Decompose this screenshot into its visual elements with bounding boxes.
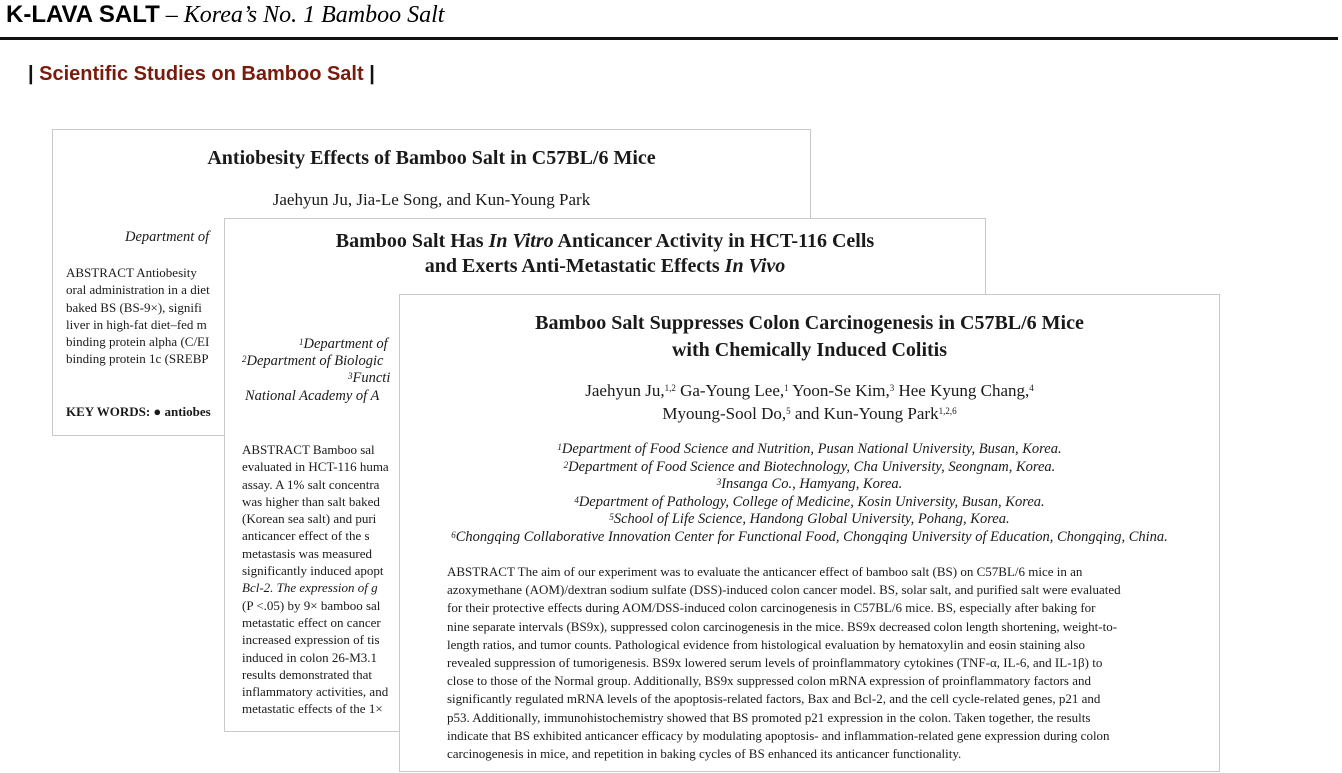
affiliation-sup: 3 — [348, 371, 353, 381]
title-italic: In Vivo — [724, 255, 786, 277]
paper-affiliation — [242, 353, 383, 371]
paper-abstract — [66, 264, 210, 368]
abstract-line: Bcl-2. The expression of g — [242, 580, 378, 596]
author: Ga-Young Lee,$^1$ — [675, 381, 789, 400]
abstract-line: significantly induced apopt — [242, 563, 384, 579]
affiliation: $^1$Department of Food Science and Nutrition, Pusan National University, Busan, Korea. — [557, 441, 1062, 457]
abstract-line: binding protein 1c (SREBP — [66, 351, 209, 367]
affiliation-text: National Academy of A — [245, 388, 380, 404]
abstract-line: binding protein alpha (C/EI — [66, 334, 210, 350]
affiliation-sup: 1 — [299, 337, 304, 347]
abstract-line: results demonstrated that — [242, 666, 372, 682]
abstract-line: ABSTRACT Bamboo sal — [242, 442, 375, 457]
abstract-line: inflammatory activities, and — [242, 684, 389, 700]
paper-affiliation — [299, 336, 388, 354]
paper-title: Antiobesity Effects of Bamboo Salt in C57BL/6 Mice — [207, 147, 656, 169]
brand-dash: – — [159, 2, 184, 28]
affiliation: $^5$School of Life Science, Handong Global University, Pohang, Korea. — [609, 511, 1010, 527]
brand-tagline: Korea’s No. 1 Bamboo Salt — [183, 2, 445, 28]
title-text: Bamboo Salt Has — [335, 230, 489, 252]
paper-abstract — [242, 441, 389, 718]
author: Yoon-Se Kim,$^3$ — [788, 381, 895, 400]
author: Jaehyun Ju,$^{1,2}$ — [585, 381, 676, 400]
abstract-line: ABSTRACT Antiobesity — [66, 265, 197, 280]
paper-authors: Jaehyun Ju, Jia-Le Song, and Kun-Young Park — [272, 190, 591, 209]
abstract-line: was higher than salt baked — [242, 493, 380, 509]
paper-affiliations — [400, 441, 1219, 546]
affiliation-text: Functi — [352, 370, 391, 386]
title-text: Anticancer Activity in HCT-116 Cells — [553, 230, 875, 252]
abstract-line: length ratios, and tumor counts. Pathological evidence from histological evaluation by hematoxylin and eosin staining also — [447, 636, 1085, 652]
brand-header — [6, 0, 444, 30]
paper-title — [400, 310, 1219, 364]
paper-department: Department of — [125, 229, 210, 245]
title-italic: In Vitro — [488, 230, 554, 252]
abstract-line: revealed suppression of tumorigenesis. BS9x lowered serum levels of proinflammatory cytokines (TNF-α, IL-6, and IL-1β) to — [447, 655, 1103, 671]
abstract-line: anticancer effect of the s — [242, 528, 370, 544]
abstract-line: close to those of the Normal group. Additionally, BS9x suppressed colon mRNA expression of proinflammatory factors and — [447, 673, 1091, 689]
paper-affiliation — [348, 370, 390, 388]
abstract-line: (P <.05) by 9× bamboo sal — [242, 597, 381, 613]
abstract-line: azoxymethane (AOM)/dextran sodium sulfate (DSS)-induced colon cancer model. BS, solar salt, and purified salt were evaluated — [447, 582, 1121, 598]
abstract-line: oral administration in a diet — [66, 282, 210, 298]
abstract-line: nine separate intervals (BS9x), suppressed colon carcinogenesis in the mice. BS9x decreased colon length shortening, weight-to- — [447, 618, 1118, 634]
section-bar-left: | — [28, 63, 40, 85]
title-line: with Chemically Induced Colitis — [671, 339, 948, 361]
affiliation-text: Department of — [303, 336, 388, 352]
section-heading — [28, 63, 375, 86]
abstract-line: metastatic effects of the 1× — [242, 701, 383, 717]
paper-colon-carcinogenesis — [399, 294, 1220, 772]
section-bar-right: | — [363, 63, 375, 85]
paper-abstract — [447, 563, 1177, 763]
abstract-line: assay. A 1% salt concentra — [242, 476, 380, 492]
author: Hee Kyung Chang,$^4$ — [894, 381, 1034, 400]
abstract-line: ABSTRACT The aim of our experiment was to evaluate the anticancer effect of bamboo salt (BS) on C57BL/6 mice in an — [447, 564, 1083, 579]
paper-affiliation — [245, 388, 379, 406]
abstract-line: indicate that BS exhibited anticancer efficacy by modulating apoptosis- and inflammation-related gene expression during colon — [447, 727, 1110, 743]
author: Myoung-Sool Do,$^5$ — [662, 404, 791, 423]
affiliation-text: Department of Biologic — [246, 353, 384, 369]
abstract-line: metastasis was measured — [242, 545, 372, 561]
paper-title — [225, 229, 985, 279]
title-text: and Exerts Anti-Metastatic Effects — [424, 255, 725, 277]
abstract-line: metastatic effect on cancer — [242, 614, 381, 630]
affiliation: $^4$Department of Pathology, College of Medicine, Kosin University, Busan, Korea. — [574, 493, 1045, 510]
abstract-line: increased expression of tis — [242, 632, 380, 648]
affiliation-sup: 2 — [242, 354, 247, 364]
abstract-line: carcinogenesis in mice, and repetition in baking cycles of BS enhanced its anticancer functionality. — [447, 746, 962, 762]
abstract-line: significantly regulated mRNA levels of the apoptosis-related factors, Bax and Bcl-2, and the cell cycle-related genes, p21 and — [447, 691, 1101, 707]
section-title: Scientific Studies on Bamboo Salt — [39, 63, 364, 85]
paper-keywords: KEY WORDS: ● antiobes — [66, 404, 211, 419]
author: and Kun-Young Park$^{1,2,6}$ — [790, 404, 957, 423]
header-divider — [0, 37, 1338, 40]
title-line: Bamboo Salt Suppresses Colon Carcinogenesis in C57BL/6 Mice — [535, 312, 1084, 334]
abstract-line: induced in colon 26-M3.1 — [242, 649, 378, 665]
abstract-line: liver in high-fat diet–fed m — [66, 316, 207, 332]
affiliation: $^2$Department of Food Science and Biotechnology, Cha University, Seongnam, Korea. — [563, 458, 1056, 475]
affiliation: $^3$Insanga Co., Hamyang, Korea. — [716, 476, 903, 492]
abstract-line: p53. Additionally, immunohistochemistry showed that BS promoted p21 expression in the colon. Taken together, the results — [447, 709, 1091, 725]
abstract-line: for their protective effects during AOM/DSS-induced colon carcinogenesis in C57BL/6 mice. BS, especially after baking for — [447, 600, 1096, 616]
brand-name: K-LAVA SALT — [6, 1, 160, 28]
affiliation: $^6$Chongqing Collaborative Innovation Center for Functional Food, Chongqing University of Education, Chongqing, China. — [451, 528, 1168, 545]
abstract-line: evaluated in HCT-116 huma — [242, 459, 389, 475]
paper-authors — [400, 379, 1219, 425]
abstract-line: (Korean sea salt) and puri — [242, 511, 377, 527]
abstract-line: baked BS (BS-9×), signifi — [66, 299, 202, 315]
